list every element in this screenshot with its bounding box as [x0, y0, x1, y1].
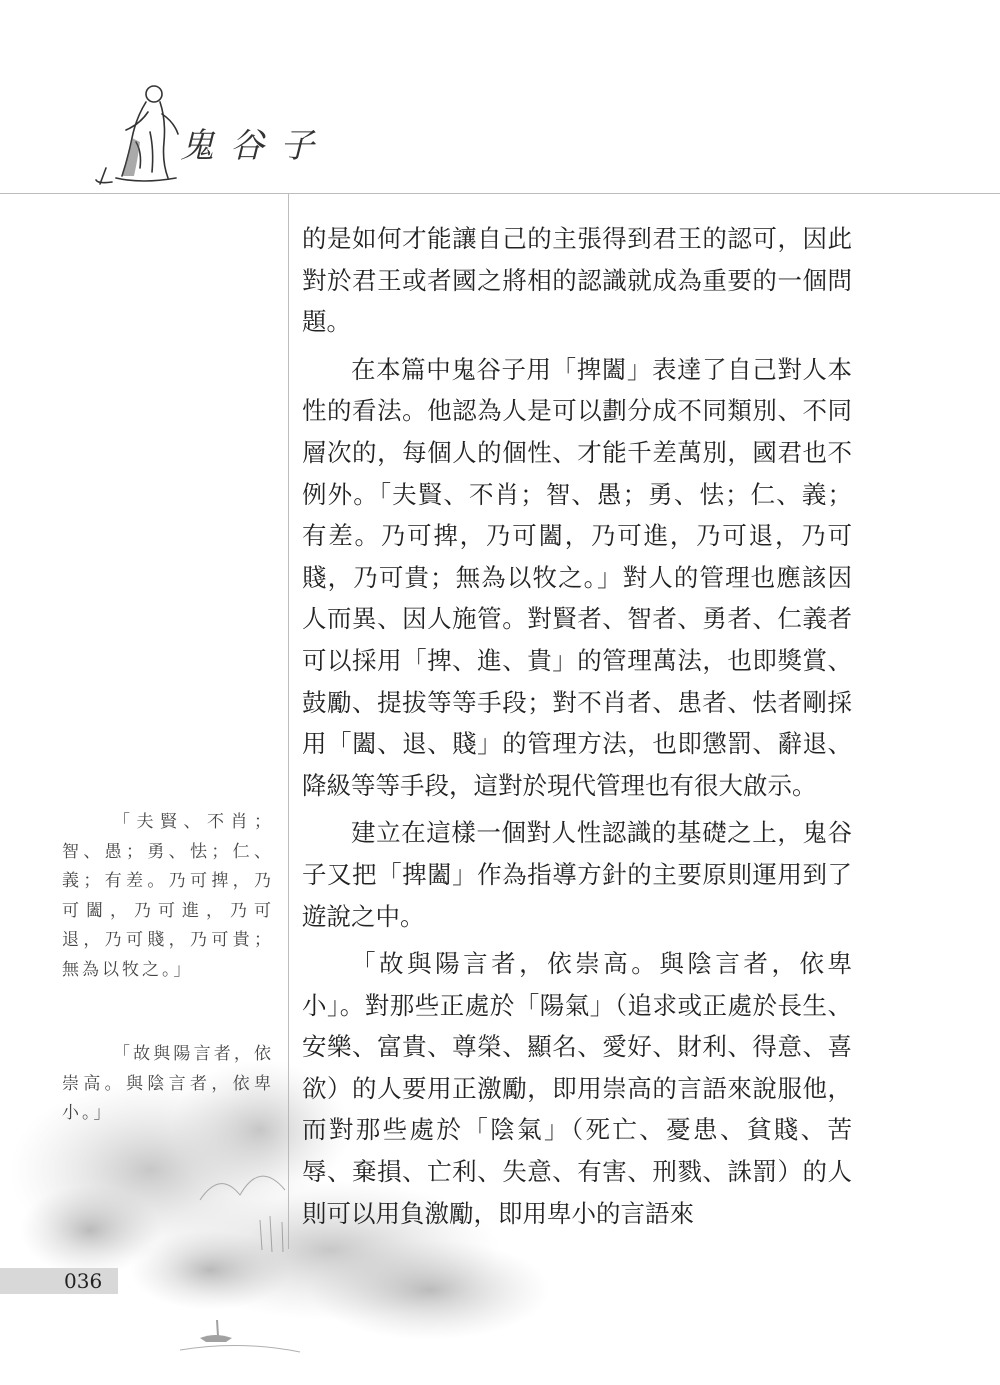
page-number: 036 — [64, 1269, 103, 1293]
sidebar-quote-text: 「故與陽言者，依崇高。與陰言者，依卑小。」 — [62, 1044, 274, 1123]
sidebar-quote-text: 「夫賢、不肖；智、愚；勇、怯；仁、義；有差。乃可捭，乃可闔，乃可進，乃可退，乃可賤，乃可貴；無為以牧之。」 — [62, 812, 274, 980]
book-title: 鬼谷子 — [180, 126, 330, 166]
page-header — [0, 0, 1000, 195]
paragraph: 在本篇中鬼谷子用「捭闔」表達了自己對人本性的看法。他認為人是可以劃分成不同類別、不同層次的，每個人的個性、才能千差萬別，國君也不例外。「夫賢、不肖；智、愚；勇、怯；仁、義；有差。乃可捭，乃可闔，乃可進，乃可退，乃可賤，乃可貴；無為以牧之。」對人的管理也應該因人而異、因人施管。對賢者、智者、勇者、仁義者可以採用「捭、進、貴」的管理萬法，也即獎賞、鼓勵、提拔等等手段；對不肖者、患者、怯者剛採用「闔、退、賤」的管理方法，也即懲罰、辭退、降級等等手段，這對於現代管理也有很大啟示。 — [302, 354, 852, 800]
sage-figure-icon — [92, 72, 192, 192]
header-divider — [0, 193, 1000, 194]
main-text-column — [302, 218, 852, 1240]
sidebar-quote — [62, 808, 274, 985]
paragraph: 「故與陽言者，依崇高。與陰言者，依卑小」。對那些正處於「陽氣」（追求或正處於長生、安樂、富貴、尊榮、顯名、愛好、財利、得意、喜欲）的人要用正激勵，即用崇高的言語來說服他，而對那些處於「陰氣」（死亡、憂患、貧賤、苦辱、棄損、亡利、失意、有害、刑戮、誅罰）的人則可以用負激勵，即用卑小的言語來 — [302, 949, 852, 1228]
paragraph: 的是如何才能讓自己的主張得到君王的認可，因此對於君王或者國之將相的認識就成為重要的一個問題。 — [302, 224, 852, 337]
sidebar-quote — [62, 1040, 274, 1129]
paragraph: 建立在這樣一個對人性認識的基礎之上，鬼谷子又把「捭闔」作為指導方針的主要原則運用到了遊說之中。 — [302, 818, 852, 931]
